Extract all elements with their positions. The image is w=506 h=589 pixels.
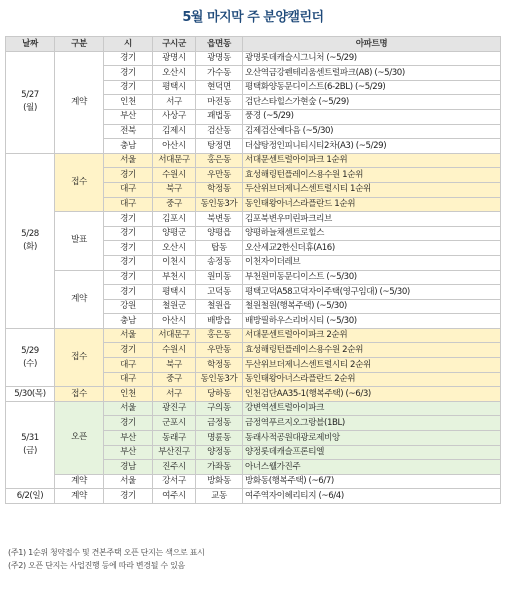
town-cell: 동인동3가 bbox=[196, 197, 243, 212]
footnotes bbox=[8, 546, 205, 572]
district-cell: 오산시 bbox=[153, 66, 196, 81]
town-cell: 광명동 bbox=[196, 51, 243, 66]
date-cell: 5/30(목) bbox=[6, 387, 55, 402]
apartment-cell: 서대문센트럴아이파크 2순위 bbox=[243, 328, 501, 343]
town-cell: 북변동 bbox=[196, 212, 243, 227]
apartment-cell: 김포북변우미린파크리브 bbox=[243, 212, 501, 227]
city-cell: 대구 bbox=[104, 182, 153, 197]
town-cell: 검산동 bbox=[196, 124, 243, 139]
city-cell: 경남 bbox=[104, 460, 153, 475]
type-cell: 발표 bbox=[55, 212, 104, 270]
table-row bbox=[6, 270, 501, 285]
town-cell: 홍은동 bbox=[196, 153, 243, 168]
calendar-body bbox=[6, 51, 501, 503]
town-cell: 가좌동 bbox=[196, 460, 243, 475]
city-cell: 경기 bbox=[104, 212, 153, 227]
district-cell: 중구 bbox=[153, 197, 196, 212]
apartment-cell: 이천자이더레브 bbox=[243, 255, 501, 270]
city-cell: 경기 bbox=[104, 255, 153, 270]
district-cell: 이천시 bbox=[153, 255, 196, 270]
table-row bbox=[6, 51, 501, 66]
apartment-cell: 평택화양동문디이스트(6-2BL) (~5/29) bbox=[243, 80, 501, 95]
apartment-cell: 여주역자이헤리티지 (~6/4) bbox=[243, 489, 501, 504]
district-cell: 서구 bbox=[153, 95, 196, 110]
apartment-cell: 두산위브더제니스센트럴시티 2순위 bbox=[243, 358, 501, 373]
district-cell: 서구 bbox=[153, 387, 196, 402]
city-cell: 경기 bbox=[104, 416, 153, 431]
district-cell: 군포시 bbox=[153, 416, 196, 431]
district-cell: 서대문구 bbox=[153, 153, 196, 168]
district-cell: 김포시 bbox=[153, 212, 196, 227]
table-row bbox=[6, 489, 501, 504]
apartment-cell: 강변역센트럴아이파크 bbox=[243, 401, 501, 416]
town-cell: 당하동 bbox=[196, 387, 243, 402]
city-cell: 인천 bbox=[104, 387, 153, 402]
city-cell: 전북 bbox=[104, 124, 153, 139]
district-cell: 사상구 bbox=[153, 109, 196, 124]
footnote-2: (주2) 오픈 단지는 사업진행 등에 따라 변경될 수 있음 bbox=[8, 561, 185, 570]
footnote-1: (주1) 1순위 청약접수 및 견본주택 오픈 단지는 색으로 표시 bbox=[8, 548, 205, 557]
table-row bbox=[6, 387, 501, 402]
table-header-row bbox=[6, 37, 501, 52]
district-cell: 여주시 bbox=[153, 489, 196, 504]
district-cell: 철원군 bbox=[153, 299, 196, 314]
page-title: 5월 마지막 주 분양캘린더 bbox=[182, 10, 324, 25]
town-cell: 철원읍 bbox=[196, 299, 243, 314]
header-city: 시 bbox=[104, 37, 153, 52]
apartment-cell: 배방필하우스리버시티 (~5/30) bbox=[243, 314, 501, 329]
district-cell: 진주시 bbox=[153, 460, 196, 475]
type-cell: 계약 bbox=[55, 474, 104, 489]
district-cell: 광진구 bbox=[153, 401, 196, 416]
district-cell: 양평군 bbox=[153, 226, 196, 241]
table-row bbox=[6, 401, 501, 416]
city-cell: 경기 bbox=[104, 66, 153, 81]
apartment-cell: 더샵탕정인피니티시티2차(A3) (~5/29) bbox=[243, 139, 501, 154]
city-cell: 경기 bbox=[104, 285, 153, 300]
apartment-cell: 오산역금강펜테리움센트럴파크(A8) (~5/30) bbox=[243, 66, 501, 81]
date-cell: 6/2(일) bbox=[6, 489, 55, 504]
table-row bbox=[6, 474, 501, 489]
header-apartment: 아파트명 bbox=[243, 37, 501, 52]
town-cell: 괘법동 bbox=[196, 109, 243, 124]
town-cell: 명륜동 bbox=[196, 431, 243, 446]
apartment-cell: 광명롯데캐슬시그니처 (~5/29) bbox=[243, 51, 501, 66]
city-cell: 경기 bbox=[104, 489, 153, 504]
district-cell: 오산시 bbox=[153, 241, 196, 256]
city-cell: 서울 bbox=[104, 153, 153, 168]
apartment-cell: 아너스웰가진주 bbox=[243, 460, 501, 475]
header-town: 읍면동 bbox=[196, 37, 243, 52]
apartment-cell: 풍경 (~5/29) bbox=[243, 109, 501, 124]
district-cell: 강서구 bbox=[153, 474, 196, 489]
town-cell: 현덕면 bbox=[196, 80, 243, 95]
date-cell: 5/31 (금) bbox=[6, 401, 55, 489]
city-cell: 대구 bbox=[104, 372, 153, 387]
city-cell: 강원 bbox=[104, 299, 153, 314]
header-date: 날짜 bbox=[6, 37, 55, 52]
apartment-cell: 양평하늘채센트로힐스 bbox=[243, 226, 501, 241]
town-cell: 탕정면 bbox=[196, 139, 243, 154]
district-cell: 수원시 bbox=[153, 168, 196, 183]
city-cell: 서울 bbox=[104, 474, 153, 489]
calendar-table bbox=[5, 36, 501, 504]
city-cell: 인천 bbox=[104, 95, 153, 110]
type-cell: 계약 bbox=[55, 489, 104, 504]
town-cell: 홍은동 bbox=[196, 328, 243, 343]
type-cell: 접수 bbox=[55, 153, 104, 211]
town-cell: 구의동 bbox=[196, 401, 243, 416]
district-cell: 평택시 bbox=[153, 285, 196, 300]
apartment-cell: 부천원미동문디이스트 (~5/30) bbox=[243, 270, 501, 285]
date-cell: 5/27 (월) bbox=[6, 51, 55, 153]
district-cell: 북구 bbox=[153, 182, 196, 197]
apartment-cell: 동래사적공원대광로제비앙 bbox=[243, 431, 501, 446]
city-cell: 대구 bbox=[104, 358, 153, 373]
town-cell: 송정동 bbox=[196, 255, 243, 270]
apartment-cell: 방화동(행복주택) (~6/7) bbox=[243, 474, 501, 489]
city-cell: 충남 bbox=[104, 314, 153, 329]
town-cell: 우만동 bbox=[196, 343, 243, 358]
town-cell: 가수동 bbox=[196, 66, 243, 81]
town-cell: 탑동 bbox=[196, 241, 243, 256]
apartment-cell: 검단스타힐스가현숲 (~5/29) bbox=[243, 95, 501, 110]
apartment-cell: 김제검산예다음 (~5/30) bbox=[243, 124, 501, 139]
table-row bbox=[6, 212, 501, 227]
town-cell: 동인동3가 bbox=[196, 372, 243, 387]
town-cell: 금정동 bbox=[196, 416, 243, 431]
type-cell: 접수 bbox=[55, 328, 104, 386]
town-cell: 양정동 bbox=[196, 445, 243, 460]
district-cell: 중구 bbox=[153, 372, 196, 387]
district-cell: 부천시 bbox=[153, 270, 196, 285]
district-cell: 아산시 bbox=[153, 314, 196, 329]
city-cell: 부산 bbox=[104, 445, 153, 460]
city-cell: 서울 bbox=[104, 328, 153, 343]
type-cell: 계약 bbox=[55, 51, 104, 153]
district-cell: 김제시 bbox=[153, 124, 196, 139]
apartment-cell: 동인태왕아너스라플란드 1순위 bbox=[243, 197, 501, 212]
city-cell: 충남 bbox=[104, 139, 153, 154]
district-cell: 광명시 bbox=[153, 51, 196, 66]
type-cell: 오픈 bbox=[55, 401, 104, 474]
city-cell: 경기 bbox=[104, 343, 153, 358]
city-cell: 경기 bbox=[104, 168, 153, 183]
apartment-cell: 평택고덕A58고덕자이주택(영구임대) (~5/30) bbox=[243, 285, 501, 300]
city-cell: 대구 bbox=[104, 197, 153, 212]
city-cell: 경기 bbox=[104, 80, 153, 95]
town-cell: 마전동 bbox=[196, 95, 243, 110]
city-cell: 경기 bbox=[104, 51, 153, 66]
city-cell: 부산 bbox=[104, 109, 153, 124]
type-cell: 접수 bbox=[55, 387, 104, 402]
table-row bbox=[6, 153, 501, 168]
apartment-cell: 효성해링턴플레이스용수원 1순위 bbox=[243, 168, 501, 183]
district-cell: 수원시 bbox=[153, 343, 196, 358]
town-cell: 학정동 bbox=[196, 182, 243, 197]
apartment-cell: 양정롯데캐슬프론티엘 bbox=[243, 445, 501, 460]
apartment-cell: 두산위브더제니스센트럴시티 1순위 bbox=[243, 182, 501, 197]
apartment-cell: 서대문센트럴아이파크 1순위 bbox=[243, 153, 501, 168]
district-cell: 아산시 bbox=[153, 139, 196, 154]
type-cell: 계약 bbox=[55, 270, 104, 328]
apartment-cell: 철원철원(행복주택) (~5/30) bbox=[243, 299, 501, 314]
table-row bbox=[6, 328, 501, 343]
header-type: 구분 bbox=[55, 37, 104, 52]
city-cell: 부산 bbox=[104, 431, 153, 446]
city-cell: 경기 bbox=[104, 226, 153, 241]
town-cell: 원미동 bbox=[196, 270, 243, 285]
date-cell: 5/29 (수) bbox=[6, 328, 55, 386]
district-cell: 동래구 bbox=[153, 431, 196, 446]
town-cell: 고덕동 bbox=[196, 285, 243, 300]
apartment-cell: 금정역푸르지오그랑블(1BL) bbox=[243, 416, 501, 431]
apartment-cell: 인천검단AA35-1(행복주택) (~6/3) bbox=[243, 387, 501, 402]
apartment-cell: 오산세교2한신더휴(A16) bbox=[243, 241, 501, 256]
header-district: 구시군 bbox=[153, 37, 196, 52]
town-cell: 방화동 bbox=[196, 474, 243, 489]
district-cell: 서대문구 bbox=[153, 328, 196, 343]
district-cell: 평택시 bbox=[153, 80, 196, 95]
apartment-cell: 동인태왕아너스라플란드 2순위 bbox=[243, 372, 501, 387]
date-cell: 5/28 (화) bbox=[6, 153, 55, 328]
town-cell: 배방읍 bbox=[196, 314, 243, 329]
district-cell: 북구 bbox=[153, 358, 196, 373]
town-cell: 학정동 bbox=[196, 358, 243, 373]
city-cell: 경기 bbox=[104, 270, 153, 285]
town-cell: 양평읍 bbox=[196, 226, 243, 241]
city-cell: 경기 bbox=[104, 241, 153, 256]
city-cell: 서울 bbox=[104, 401, 153, 416]
district-cell: 부산진구 bbox=[153, 445, 196, 460]
town-cell: 우만동 bbox=[196, 168, 243, 183]
apartment-cell: 효성해링턴플레이스용수원 2순위 bbox=[243, 343, 501, 358]
town-cell: 교동 bbox=[196, 489, 243, 504]
